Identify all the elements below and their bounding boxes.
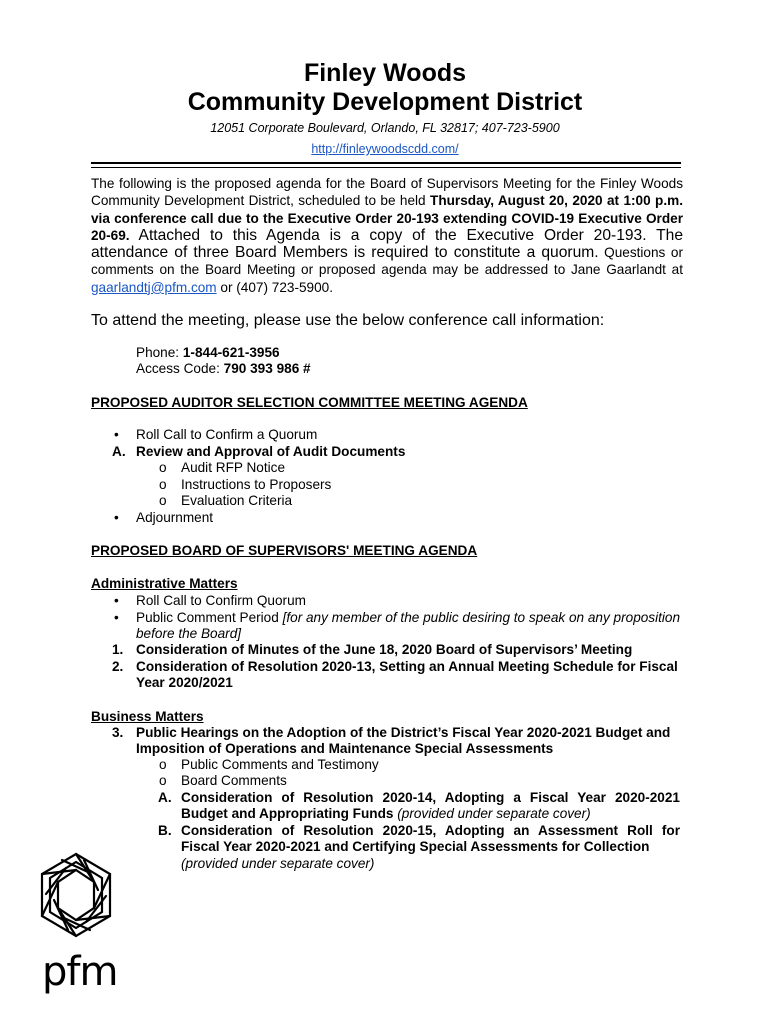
item-marker: B. (158, 823, 172, 838)
pfm-logo-text: pfm (42, 949, 118, 995)
board-item-3b: Consideration of Resolution 2020-15, Adopting an Assessment Roll for (181, 823, 680, 838)
phone-number: 1-844-621-3956 (182, 345, 280, 360)
intro-text: The following is the proposed agenda for the Board of Supervisors Meeting for the Finley Woods Community Development District, scheduled to be held (91, 176, 683, 209)
header-rule-thick (91, 162, 681, 164)
auditor-adjournment: Adjournment (136, 510, 214, 525)
circle-bullet-icon: o (159, 757, 167, 772)
list-item: Board Comments (181, 773, 287, 788)
board-item-3: Public Hearings on the Adoption of the District’s Fiscal Year 2020-2021 Budget and (136, 725, 671, 740)
item-marker: 3. (112, 725, 124, 740)
circle-bullet-icon: o (159, 493, 167, 508)
board-item-2: Consideration of Resolution 2020-13, Setting an Annual Meeting Schedule for Fiscal (136, 659, 678, 674)
bullet-icon: • (114, 427, 119, 442)
item-marker: 2. (112, 659, 124, 674)
auditor-item-a: Review and Approval of Audit Documents (136, 444, 406, 459)
conference-phone: Phone: 1-844-621-3956 (136, 345, 280, 360)
list-item: Instructions to Proposers (181, 477, 332, 492)
list-item: Audit RFP Notice (181, 460, 286, 475)
separate-cover-note: (provided under separate cover) (393, 806, 591, 821)
email-link[interactable]: gaarlandtj@pfm.com (91, 279, 217, 295)
quorum-text: Attached to this Agenda is a copy of the Executive Order 20-193. The attendance of three Board Members is required to constitute a quorum. (91, 226, 683, 262)
auditor-agenda-heading: PROPOSED AUDITOR SELECTION COMMITTEE MEETING AGENDA (91, 395, 528, 410)
auditor-roll-call: Roll Call to Confirm a Quorum (136, 427, 318, 442)
website-link[interactable]: http://finleywoodscdd.com/ (311, 142, 459, 156)
item-marker: A. (158, 790, 172, 805)
public-comment-period: Public Comment Period [for any member of the public desiring to speak on any proposition (136, 610, 681, 625)
circle-bullet-icon: o (159, 773, 167, 788)
circle-bullet-icon: o (159, 460, 167, 475)
separate-cover-note: (provided under separate cover) (181, 856, 375, 871)
list-item: Evaluation Criteria (181, 493, 293, 508)
questions-text: Questions or comments on the Board Meeting or proposed agenda may be addressed to Jane Gaarlandt at (91, 245, 683, 278)
board-item-2-continued: Year 2020/2021 (136, 675, 233, 690)
bullet-icon: • (114, 510, 119, 525)
board-item-3a: Consideration of Resolution 2020-14, Adopting a Fiscal Year 2020-2021 (181, 790, 680, 805)
bullet-icon: • (114, 593, 119, 608)
phone-text: or (407) 723-5900. (216, 279, 334, 295)
conference-access-code: Access Code: 790 393 986 # (136, 361, 311, 376)
board-item-3a-continued: Budget and Appropriating Funds (provided under separate cover) (181, 806, 591, 821)
public-comment-note: [for any member of the public desiring to speak on any proposition (282, 610, 681, 625)
district-address: 12051 Corporate Boulevard, Orlando, FL 32817; 407-723-5900 (210, 121, 560, 135)
list-item: Public Comments and Testimony (181, 757, 379, 772)
pfm-logo (36, 850, 116, 1000)
board-item-1: Consideration of Minutes of the June 18, 2020 Board of Supervisors’ Meeting (136, 642, 633, 657)
meeting-date-text: Thursday, August 20, 2020 at 1:00 p.m. via conference call due to the Executive Order 20-193 extending COVID-19 Executive Order 20-69. (91, 193, 683, 243)
bullet-icon: • (114, 610, 119, 625)
public-comment-note-continued: before the Board] (136, 626, 242, 641)
intro-paragraph (91, 175, 683, 296)
pfm-hexagon-logo-icon (36, 850, 116, 955)
item-marker: A. (112, 444, 126, 459)
administrative-matters-heading: Administrative Matters (91, 576, 238, 591)
business-matters-heading: Business Matters (91, 709, 204, 724)
attend-instructions: To attend the meeting, please use the below conference call information: (91, 312, 605, 329)
header-rule-thin (91, 167, 681, 168)
access-code: 790 393 986 # (223, 361, 311, 376)
board-agenda-heading: PROPOSED BOARD OF SUPERVISORS' MEETING AGENDA (91, 543, 478, 558)
board-item-3b-continued: Fiscal Year 2020-2021 and Certifying Special Assessments for Collection (181, 839, 650, 854)
board-roll-call: Roll Call to Confirm Quorum (136, 593, 306, 608)
district-name: Finley Woods (303, 59, 467, 87)
circle-bullet-icon: o (159, 477, 167, 492)
item-marker: 1. (112, 642, 124, 657)
board-item-3-continued: Imposition of Operations and Maintenance Special Assessments (136, 741, 554, 756)
district-subtitle: Community Development District (187, 88, 583, 116)
